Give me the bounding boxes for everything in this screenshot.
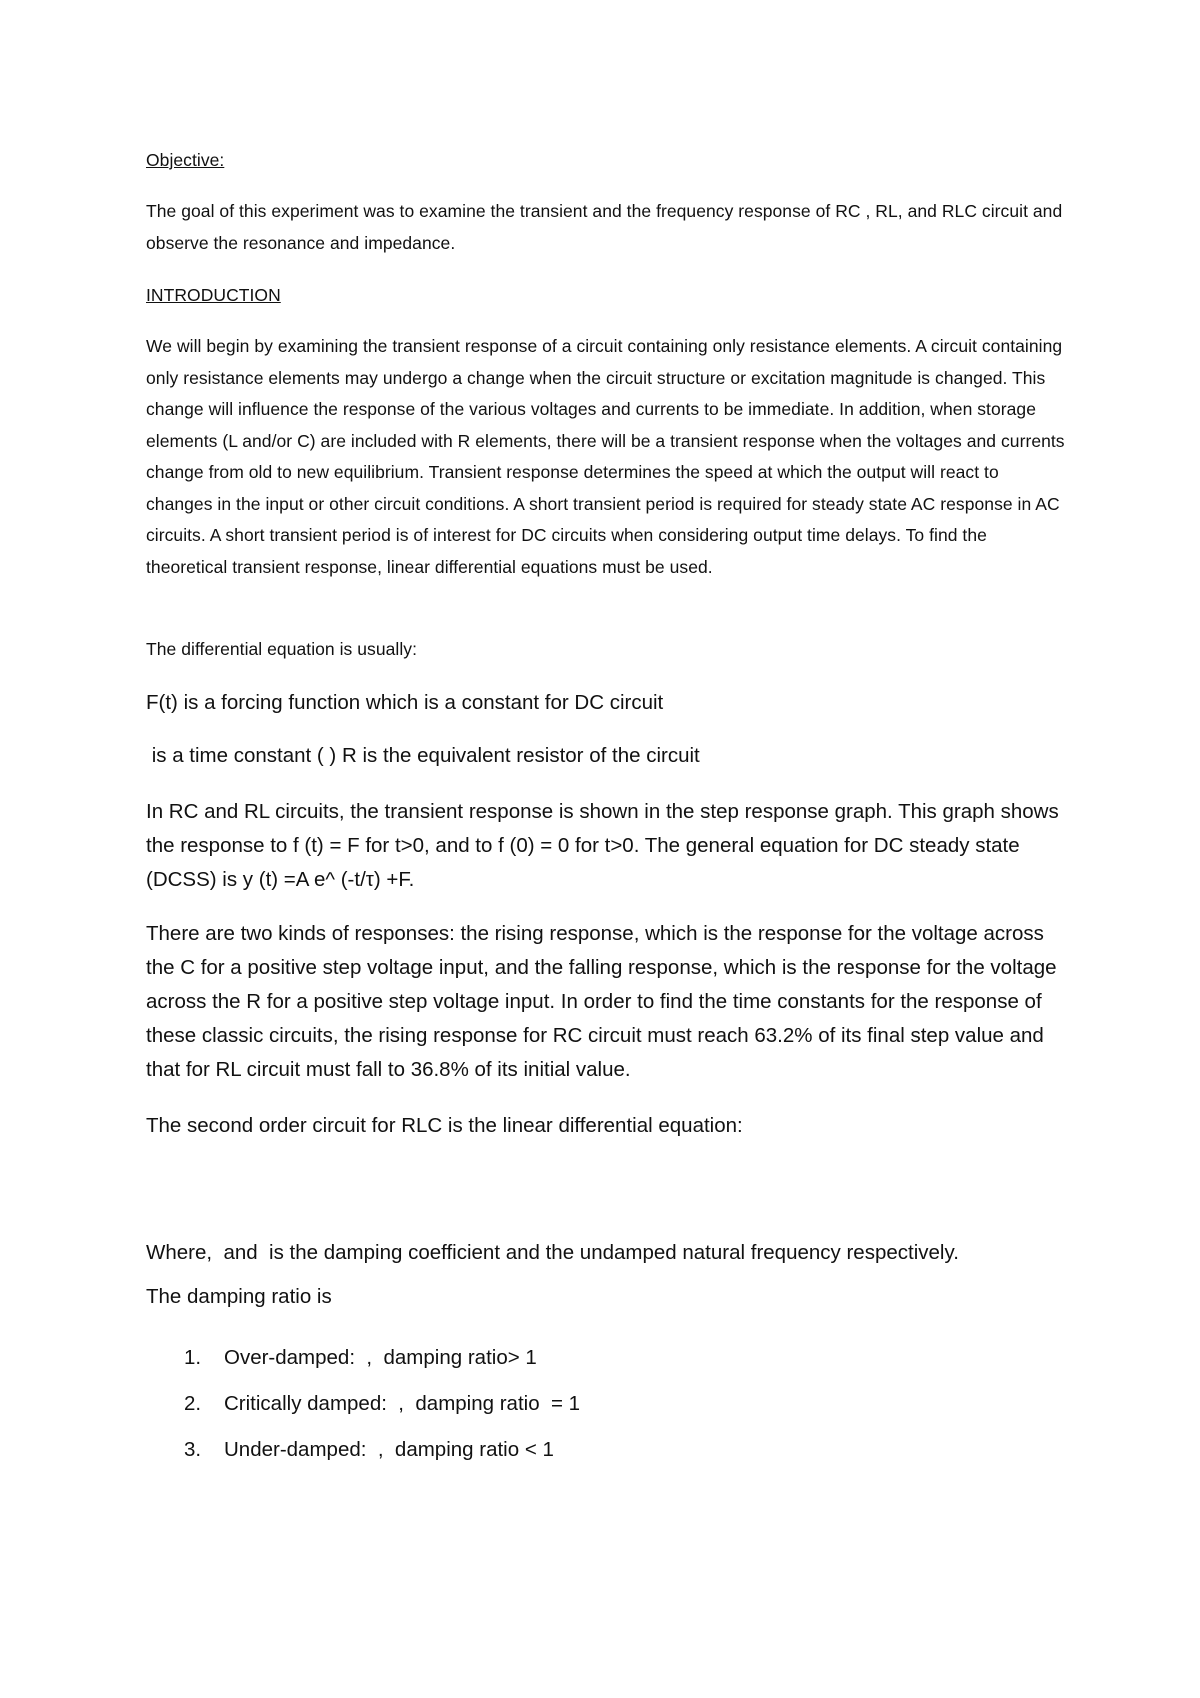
time-constant-text: is a time constant ( ) R is the equivalent resistor of the circuit <box>146 744 700 767</box>
responses-text: There are two kinds of responses: the rising response, which is the response for the voltage across the C for a positive step voltage input, and the falling response, which is the response for the voltage across the R for a positive step voltage input. In order to find the time constants for the response of these classic circuits, the rising response for RC circuit must reach 63.2% of its final step value and that for RL circuit must fall to 36.8% of its initial value. <box>146 922 1057 1081</box>
differential-equation-intro: The differential equation is usually: <box>146 639 417 659</box>
list-number: 3. <box>184 1438 202 1461</box>
list-text: Under-damped: , damping ratio < 1 <box>224 1438 554 1461</box>
forcing-function-text: F(t) is a forcing function which is a constant for DC circuit <box>146 691 664 714</box>
list-item <box>146 1392 580 1416</box>
list-item <box>146 1438 554 1462</box>
objective-heading: Objective: <box>146 150 225 170</box>
step-response-text: In RC and RL circuits, the transient response is shown in the step response graph. This graph shows the response to f (t) = F for t>0, and to f (0) = 0 for t>0. The general equation for DC steady state (DCSS) is y (t) =A e^ (-t/τ) +F. <box>146 800 1059 891</box>
introduction-paragraph: We will begin by examining the transient response of a circuit containing only resistance elements. A circuit containing only resistance elements may undergo a change when the circuit structure or excitation magnitude is changed. This change will influence the response of the various voltages and currents to be immediate. In addition, when storage elements (L and/or C) are included with R elements, there will be a transient response when the voltages and currents change from old to new equilibrium. Transient response determines the speed at which the output will react to changes in the input or other circuit conditions. A short transient period is required for steady state AC response in AC circuits. A short transient period is of interest for DC circuits when considering output time delays. To find the theoretical transient response, linear differential equations must be used. <box>146 336 1065 577</box>
where-text: Where, and is the damping coefficient and the undamped natural frequency respectively. <box>146 1241 959 1264</box>
objective-text: The goal of this experiment was to examine the transient and the frequency response of RC , RL, and RLC circuit and observe the resonance and impedance. <box>146 201 1063 253</box>
list-item <box>146 1346 537 1370</box>
damping-ratio-text: The damping ratio is <box>146 1285 332 1308</box>
list-number: 2. <box>184 1392 202 1415</box>
list-text: Critically damped: , damping ratio = 1 <box>224 1392 581 1415</box>
second-order-text: The second order circuit for RLC is the linear differential equation: <box>146 1114 743 1137</box>
introduction-heading: INTRODUCTION <box>146 285 281 305</box>
list-number: 1. <box>184 1346 202 1369</box>
list-text: Over-damped: , damping ratio> 1 <box>224 1346 537 1369</box>
